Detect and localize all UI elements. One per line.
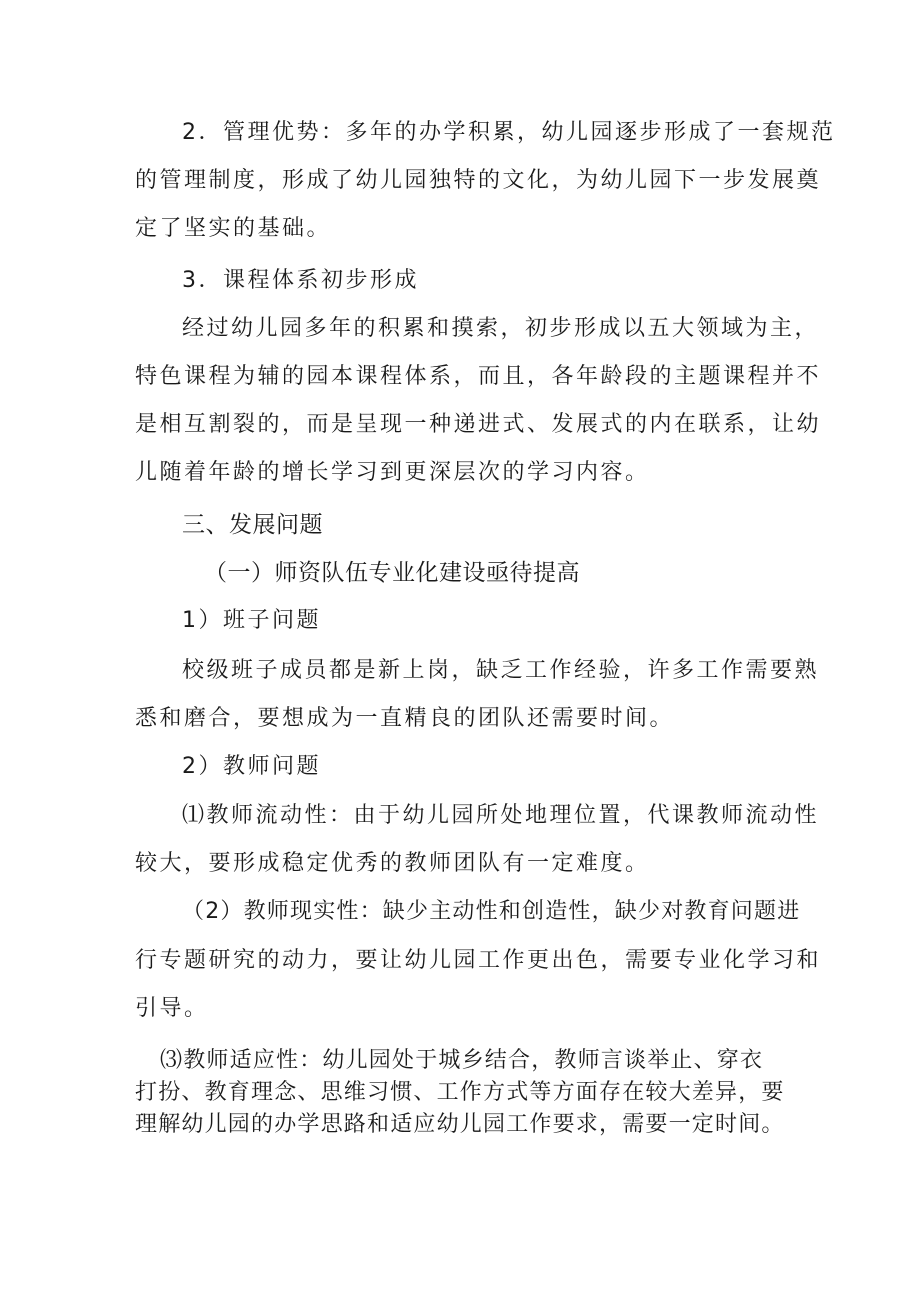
paragraph-line: 的管理制度，形成了幼儿园独特的文化，为幼儿园下一步发展奠 (135, 168, 822, 193)
paragraph-line: 行专题研究的动力，要让幼儿园工作更出色，需要专业化学习和 (135, 948, 822, 973)
paragraph-line: 特色课程为辅的园本课程体系，而且，各年龄段的主题课程并不 (135, 364, 822, 389)
paragraph-line: 悉和磨合，要想成为一直精良的团队还需要时间。 (135, 706, 675, 731)
paragraph-line: ⑶教师适应性：幼儿园处于城乡结合，教师言谈举止、穿衣 (160, 1048, 764, 1073)
item-heading: 2）教师问题 (182, 754, 321, 779)
paragraph-line: 儿随着年龄的增长学习到更深层次的学习内容。 (135, 460, 650, 485)
paragraph-line: 引导。 (135, 996, 209, 1021)
paragraph-line: 理解幼儿园的办学思路和适应幼儿园工作要求，需要一定时间。 (135, 1112, 785, 1137)
subsection-heading: （一）师资队伍专业化建设亟待提高 (204, 560, 580, 586)
paragraph-line: 定了坚实的基础。 (135, 216, 332, 241)
chapter-heading: 三、发展问题 (182, 512, 323, 538)
paragraph-line: 经过幼儿园多年的积累和摸索，初步形成以五大领域为主， (182, 316, 820, 341)
paragraph-line: 是相互割裂的，而是呈现一种递进式、发展式的内在联系，让幼 (135, 412, 822, 437)
section-heading: 3．课程体系初步形成 (182, 268, 419, 293)
paragraph-line: 校级班子成员都是新上岗，缺乏工作经验，许多工作需要熟 (182, 658, 820, 683)
paragraph-line: 2．管理优势：多年的办学积累，幼儿园逐步形成了一套规范 (182, 120, 836, 145)
item-heading: 1）班子问题 (182, 608, 321, 633)
paragraph-line: ⑴教师流动性：由于幼儿园所处地理位置，代课教师流动性 (182, 803, 820, 828)
paragraph-line: （2）教师现实性：缺少主动性和创造性，缺少对教育问题进 (182, 899, 801, 924)
paragraph-line: 较大，要形成稳定优秀的教师团队有一定难度。 (135, 851, 650, 876)
paragraph-line: 打扮、教育理念、思维习惯、工作方式等方面存在较大差异，要 (135, 1080, 785, 1105)
